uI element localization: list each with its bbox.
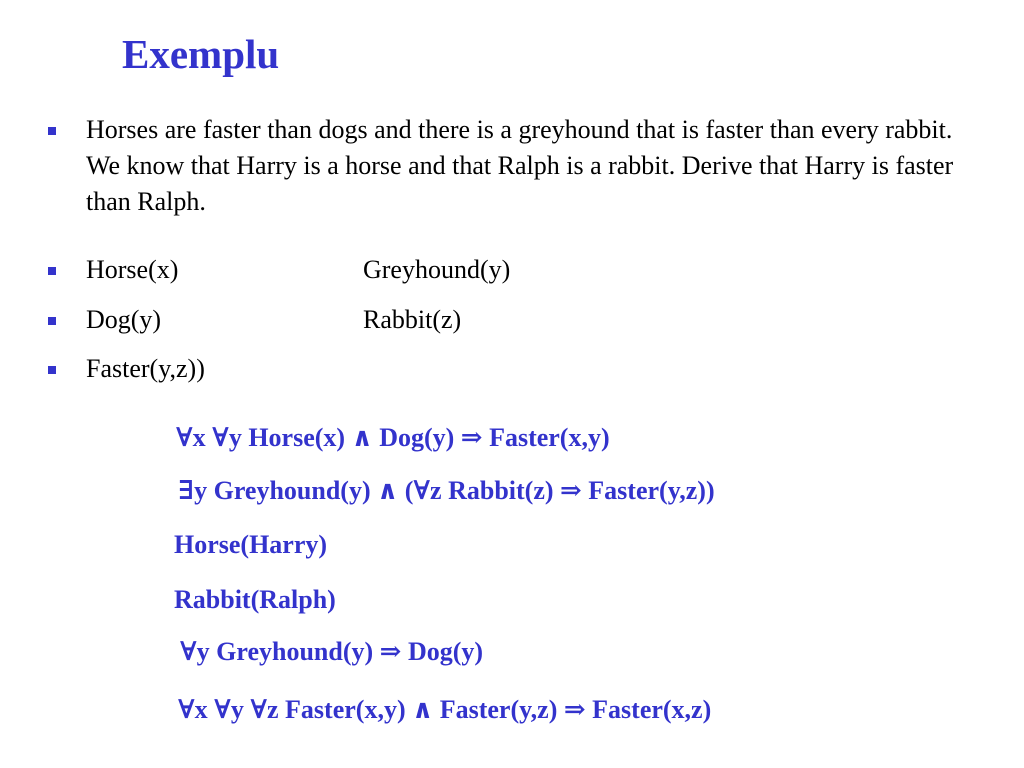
predicate-label: Dog(y) (86, 305, 162, 334)
formula-line: ∀x ∀y Horse(x) ∧ Dog(y) ⇒ Faster(x,y) (176, 423, 610, 452)
slide-title: Exemplu (122, 31, 280, 77)
predicate-label: Faster(y,z)) (86, 354, 205, 383)
formula-line: ∀x ∀y ∀z Faster(x,y) ∧ Faster(y,z) ⇒ Faster(x,z) (178, 695, 712, 724)
formula-line: Rabbit(Ralph) (174, 585, 336, 614)
formula-line: ∀y Greyhound(y) ⇒ Dog(y) (180, 637, 484, 666)
predicate-label-col2: Rabbit(z) (363, 305, 462, 334)
formula-line: ∃y Greyhound(y) ∧ (∀z Rabbit(z) ⇒ Faster(y,z)) (178, 476, 715, 505)
square-bullet-icon (48, 317, 56, 325)
square-bullet-icon (48, 127, 56, 135)
predicate-label: Horse(x) (86, 255, 179, 284)
bullet-text: Horses are faster than dogs and there is a greyhound that is faster than every rabbit. We know that Harry is a horse and that Ralph is a rabbit. Derive that Harry is faster than Ralph. (86, 115, 954, 216)
predicate-label-col2: Greyhound(y) (363, 255, 511, 284)
square-bullet-icon (48, 366, 56, 374)
square-bullet-icon (48, 267, 56, 275)
formula-line: Horse(Harry) (174, 530, 328, 559)
